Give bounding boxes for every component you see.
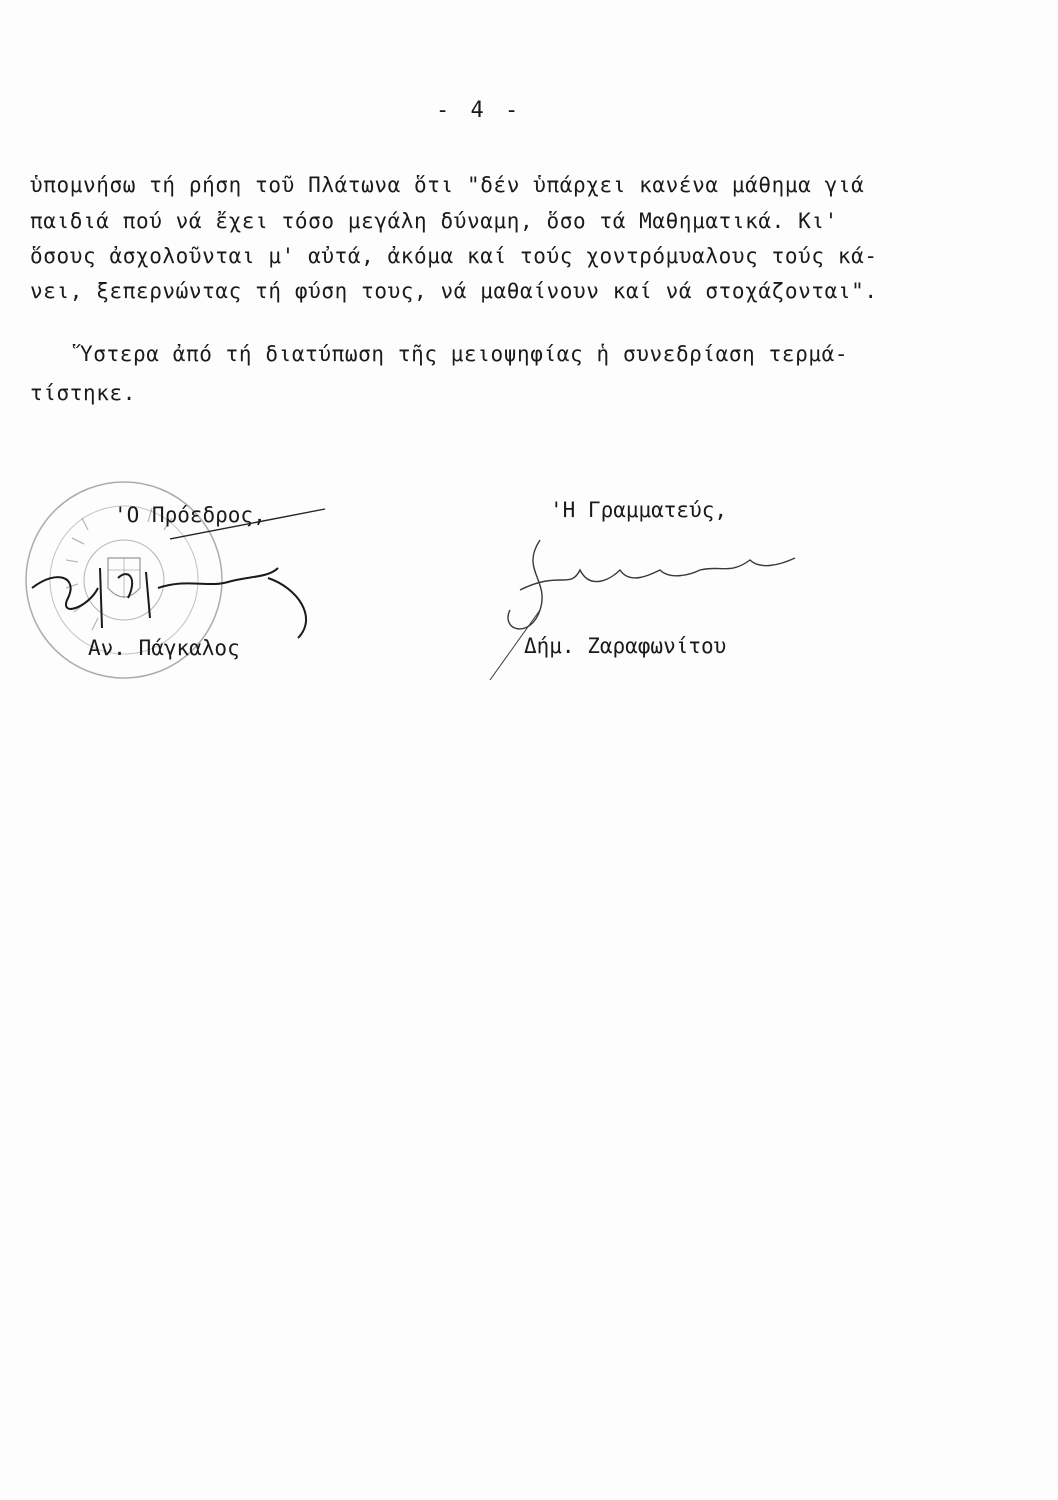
president-signature — [28, 548, 328, 648]
president-name: Αν. Πάγκαλος — [88, 636, 240, 660]
secretary-name: Δήμ. Ζαραφωνίτου — [524, 634, 727, 658]
closing-line-1: Ὕστερα ἀπό τή διατύπωση τῆς μειοψηφίας ἡ συνεδρίαση τερμά- — [80, 342, 849, 366]
page-number: - 4 - — [436, 98, 523, 123]
secretary-title: 'Η Γραμματεύς, — [550, 498, 728, 522]
body-line-2: παιδιά πού νά ἔχει τόσο μεγάλη δύναμη, ὅσο τά Μαθηματικά. Κι' — [30, 209, 838, 233]
body-line-4: νει, ξεπερνώντας τή φύση τους, νά μαθαίνουν καί νά στοχάζονται". — [30, 279, 878, 303]
closing-line-2: τίστηκε. — [30, 381, 136, 405]
body-line-3: ὅσους ἀσχολοῦνται μ' αὐτά, ἀκόμα καί τούς χοντρόμυαλους τούς κά- — [30, 244, 878, 268]
secretary-signature — [480, 530, 810, 690]
president-title: 'Ο Πρόεδρος, — [114, 503, 266, 527]
strike-line — [170, 505, 330, 545]
body-line-1: ὑπομνήσω τή ρήση τοῦ Πλάτωνα ὅτι "δέν ὑπάρχει κανένα μάθημα γιά — [30, 173, 865, 197]
